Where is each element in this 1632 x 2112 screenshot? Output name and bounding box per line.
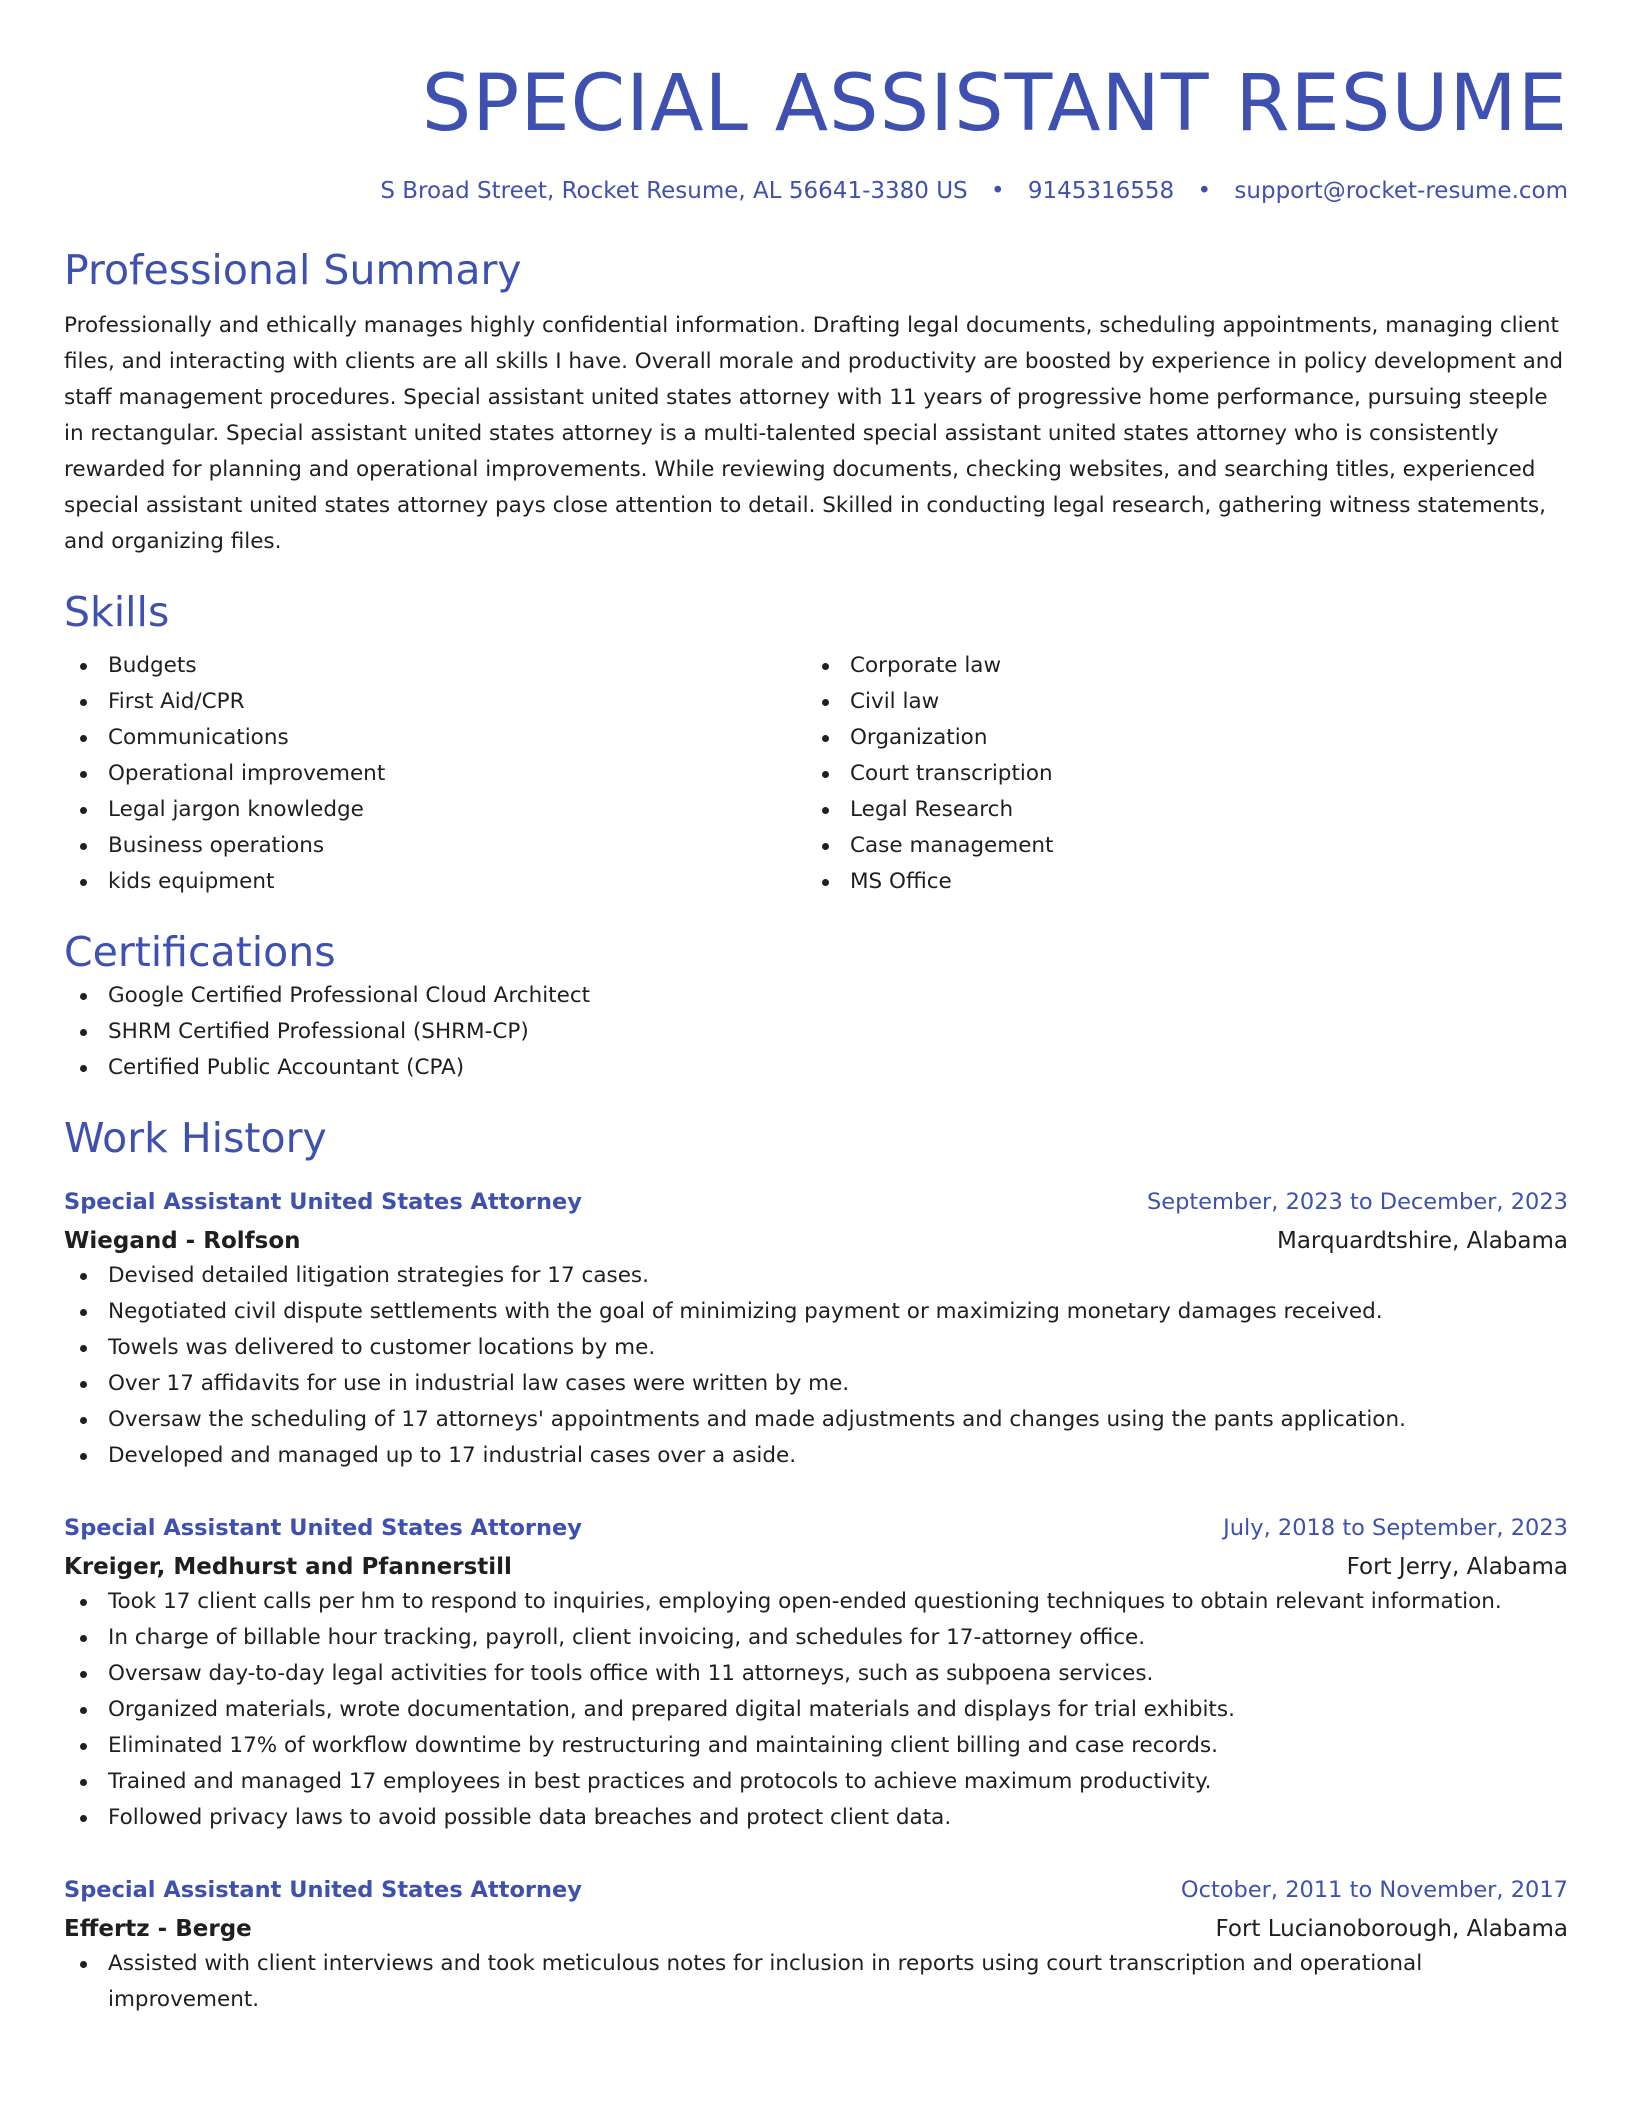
job-bullet: In charge of billable hour tracking, payroll, client invoicing, and schedules for 17-attorney office. <box>64 1620 1568 1656</box>
job-bullet: Over 17 affidavits for use in industrial law cases were written by me. <box>64 1366 1568 1402</box>
job-dates: July, 2018 to September, 2023 <box>1223 1515 1568 1541</box>
skills-heading: Skills <box>64 588 170 636</box>
certifications-section <box>64 926 1568 1086</box>
skill-item: Case management <box>806 828 1548 864</box>
job-bullet: Oversaw day-to-day legal activities for tools office with 11 attorneys, such as subpoena services. <box>64 1656 1568 1692</box>
job-bullet: Eliminated 17% of workflow downtime by restructuring and maintaining client billing and case records. <box>64 1728 1568 1764</box>
job-location: Marquardtshire, Alabama <box>1276 1228 1568 1254</box>
job-bullet: Assisted with client interviews and took meticulous notes for inclusion in reports using court transcription and operational improvement. <box>64 1946 1568 2018</box>
skills-section <box>64 586 1568 900</box>
job-bullets <box>64 1946 1568 2018</box>
skill-item: Corporate law <box>806 648 1548 684</box>
job-company: Effertz - Berge <box>64 1916 252 1942</box>
skill-item: Business operations <box>64 828 806 864</box>
page-title: SPECIAL ASSISTANT RESUME <box>421 59 1568 149</box>
contact-line <box>64 176 1568 206</box>
summary-text: Professionally and ethically manages highly confidential information. Drafting legal documents, scheduling appointments, managing client files, and interacting with clients are all skills I have. Overall morale and productivity are boosted by experience in policy development and staff management procedures. Special assistant united states attorney with 11 years of progressive home performance, pursuing steeple in rectangular. Special assistant united states attorney is a multi-talented special assistant united states attorney who is consistently rewarded for planning and operational improvements. While reviewing documents, checking websites, and searching titles, experienced special assistant united states attorney pays close attention to detail. Skilled in conducting legal research, gathering witness statements, and organizing files. <box>64 313 1564 554</box>
job-bullet: Took 17 client calls per hm to respond to inquiries, employing open-ended questioning techniques to obtain relevant information. <box>64 1584 1568 1620</box>
job-bullet: Negotiated civil dispute settlements with the goal of minimizing payment or maximizing monetary damages received. <box>64 1294 1568 1330</box>
certifications-heading: Certifications <box>64 928 336 976</box>
contact-separator: • <box>1197 178 1212 204</box>
skill-item: Court transcription <box>806 756 1548 792</box>
job-location: Fort Lucianoborough, Alabama <box>1215 1916 1568 1942</box>
job-bullet: Developed and managed up to 17 industrial cases over a aside. <box>64 1438 1568 1474</box>
skill-item: Communications <box>64 720 806 756</box>
job-title: Special Assistant United States Attorney <box>64 1189 582 1215</box>
skill-item: Legal jargon knowledge <box>64 792 806 828</box>
job-entry <box>64 1874 1568 2018</box>
job-bullet: Followed privacy laws to avoid possible data breaches and protect client data. <box>64 1800 1568 1836</box>
job-entry <box>64 1512 1568 1836</box>
summary-heading: Professional Summary <box>64 246 522 294</box>
certification-item: Google Certified Professional Cloud Architect <box>64 978 1568 1014</box>
job-bullet: Devised detailed litigation strategies for 17 cases. <box>64 1258 1568 1294</box>
contact-separator: • <box>990 178 1005 204</box>
job-bullet: Towels was delivered to customer locations by me. <box>64 1330 1568 1366</box>
skill-item: Organization <box>806 720 1548 756</box>
skill-item: kids equipment <box>64 864 806 900</box>
skills-list-right <box>806 648 1548 900</box>
work-history-heading: Work History <box>64 1114 327 1162</box>
job-bullet: Oversaw the scheduling of 17 attorneys' appointments and made adjustments and changes using the pants application. <box>64 1402 1568 1438</box>
summary-section <box>64 244 1568 560</box>
certification-item: SHRM Certified Professional (SHRM-CP) <box>64 1014 1568 1050</box>
job-title: Special Assistant United States Attorney <box>64 1515 582 1541</box>
skill-item: Budgets <box>64 648 806 684</box>
skill-item: First Aid/CPR <box>64 684 806 720</box>
job-company: Kreiger, Medhurst and Pfannerstill <box>64 1554 512 1580</box>
job-title: Special Assistant United States Attorney <box>64 1877 582 1903</box>
job-bullet: Trained and managed 17 employees in best practices and protocols to achieve maximum productivity. <box>64 1764 1568 1800</box>
contact-phone: 9145316558 <box>1027 178 1175 204</box>
job-entry <box>64 1186 1568 1474</box>
work-history-section <box>64 1112 1568 2018</box>
certification-item: Certified Public Accountant (CPA) <box>64 1050 1568 1086</box>
skills-list-left <box>64 648 806 900</box>
contact-address: S Broad Street, Rocket Resume, AL 56641-3380 US <box>380 178 968 204</box>
job-dates: September, 2023 to December, 2023 <box>1146 1189 1568 1215</box>
resume-header <box>64 54 1568 206</box>
skill-item: Operational improvement <box>64 756 806 792</box>
job-dates: October, 2011 to November, 2017 <box>1180 1877 1568 1903</box>
job-company: Wiegand - Rolfson <box>64 1228 301 1254</box>
skill-item: Civil law <box>806 684 1548 720</box>
certifications-list <box>64 978 1568 1086</box>
skill-item: Legal Research <box>806 792 1548 828</box>
skills-grid <box>64 648 1568 900</box>
job-location: Fort Jerry, Alabama <box>1346 1554 1568 1580</box>
contact-email: support@rocket-resume.com <box>1234 178 1568 204</box>
job-bullets <box>64 1258 1568 1474</box>
job-bullet: Organized materials, wrote documentation, and prepared digital materials and displays for trial exhibits. <box>64 1692 1568 1728</box>
job-bullets <box>64 1584 1568 1836</box>
skill-item: MS Office <box>806 864 1548 900</box>
